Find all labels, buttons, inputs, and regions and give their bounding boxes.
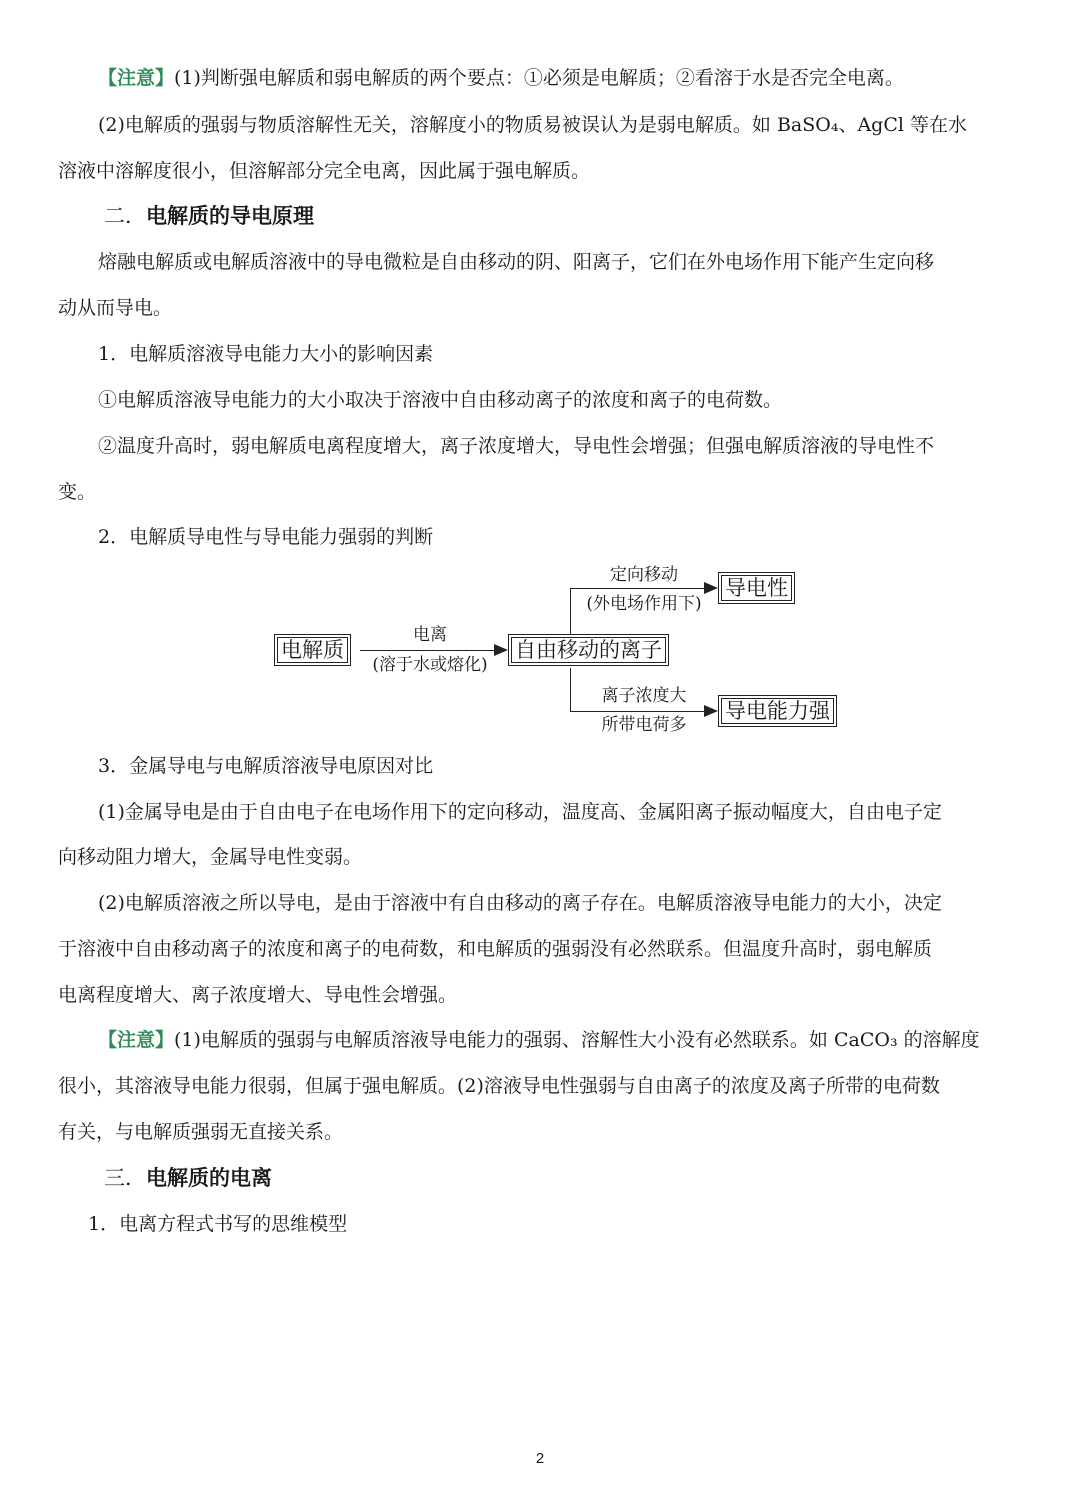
item3-title: 3．金属导电与电解质溶液导电原因对比 [98,755,434,777]
arrow3-shaft [570,711,704,712]
item3-p1a: (1)金属导电是由于自由电子在电场作用下的定向移动，温度高、金属阳离子振动幅度大，自由电子定 [98,801,942,823]
section2-intro2: 动从而导电。 [58,297,173,319]
item1-p2b: 变。 [58,481,97,503]
section3-heading [104,1163,1064,1193]
note2-line1 [98,1025,1058,1055]
box-conductivity: 导电性 [718,572,795,604]
section2-heading [104,201,1064,231]
item1-title: 1．电解质溶液导电能力大小的影响因素 [98,343,434,365]
item3-p2a: (2)电解质溶液之所以导电，是由于溶液中有自由移动的离子存在。电解质溶液导电能力的大小，决定 [98,892,942,914]
conduction-diagram [270,560,850,740]
note1-line1 [98,63,1058,93]
section3-item1-title: 1．电离方程式书写的思维模型 [88,1213,348,1235]
arrow3-label-top: 离子浓度大 [601,686,687,706]
note1-line2: (2)电解质的强弱与物质溶解性无关，溶解度小的物质易被误认为是弱电解质。如 BaSO₄、AgCl 等在水 [98,114,967,136]
arrow2-label-top: 定向移动 [610,565,678,585]
note1-line3: 溶液中溶解度很小，但溶解部分完全电离，因此属于强电解质。 [58,160,591,182]
arrow2-shaft [570,588,704,589]
note1-text1: (1)判断强电解质和弱电解质的两个要点：①必须是电解质；②看溶于水是否完全电离。 [174,67,904,89]
arrow1-label-bottom: (溶于水或熔化) [372,655,488,675]
item3-p2b: 于溶液中自由移动离子的浓度和离子的电荷数，和电解质的强弱没有必然联系。但温度升高时，弱电解质 [58,938,933,960]
arrow1-shaft [360,650,496,651]
page-number: 2 [535,1450,545,1467]
note2-line3: 有关，与电解质强弱无直接关系。 [58,1121,344,1143]
section3-title: 电解质的电离 [146,1165,272,1190]
note2-text1: (1)电解质的强弱与电解质溶液导电能力的强弱、溶解性大小没有必然联系。如 CaCO₃ 的溶解度 [174,1029,980,1051]
note-tag: 【注意】 [98,1029,175,1051]
item2-title: 2．电解质导电性与导电能力强弱的判断 [98,526,434,548]
item3-p1b: 向移动阻力增大，金属导电性变弱。 [58,846,363,868]
box-strong-conductivity: 导电能力强 [718,695,837,727]
arrow1-label-top: 电离 [413,625,447,645]
arrow3-label-bottom: 所带电荷多 [601,715,687,735]
arrow2-label-bottom: (外电场作用下) [586,594,702,614]
section2-title: 电解质的导电原理 [146,203,314,228]
box-free-ions: 自由移动的离子 [508,634,669,666]
note2-line2: 很小，其溶液导电能力很弱，但属于强电解质。(2)溶液导电性强弱与自由离子的浓度及离子所带的电荷数 [58,1075,940,1097]
note-tag: 【注意】 [98,67,175,89]
box-electrolyte: 电解质 [274,634,351,666]
section2-num: 二． [104,204,146,228]
item3-p2c: 电离程度增大、离子浓度增大、导电性会增强。 [58,984,458,1006]
section2-intro1: 熔融电解质或电解质溶液中的导电微粒是自由移动的阴、阳离子，它们在外电场作用下能产生定向移 [98,251,935,273]
item1-p1: ①电解质溶液导电能力的大小取决于溶液中自由移动离子的浓度和离子的电荷数。 [98,389,783,411]
section3-num: 三． [104,1166,146,1190]
item1-p2a: ②温度升高时，弱电解质电离程度增大，离子浓度增大，导电性会增强；但强电解质溶液的导电性不 [98,435,935,457]
